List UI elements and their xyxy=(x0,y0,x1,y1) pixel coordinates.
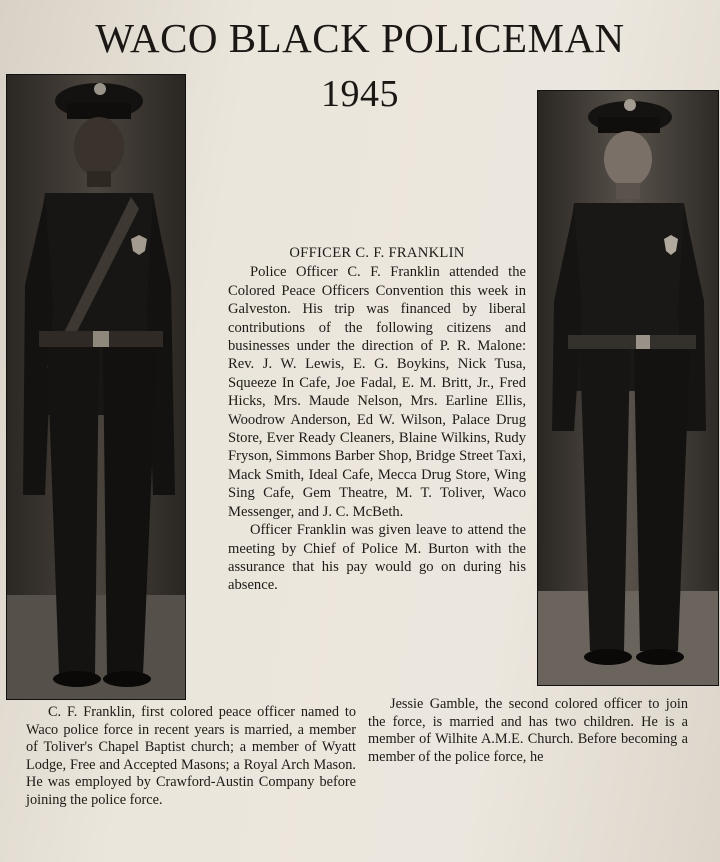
article-paragraph-1: Police Officer C. F. Franklin attended the Colored Peace Officers Convention this week in Galveston. His trip was financed by liberal contributions of the following citizens and businesses under the direction of P. R. Malone: Rev. J. W. Lewis, E. G. Boykins, Nick Tusa, Squeeze In Cafe, Joe Fadal, E. M. Britt, Jr., Fred Hicks, Mrs. Maude Nelson, Mrs. Earline Ellis, Woodrow Anderson, Ed W. Wilson, Palace Drug Store, Ever Ready Cleaners, Blaine Wilkins, Rudy Fryson, Simmons Barber Shop, Bridge Street Taxi, Mack Smith, Ideal Cafe, Mecca Drug Store, Wing Sing Cafe, Gem Theatre, M. T. Toliver, Waco Messenger, and J. C. McBeth. xyxy=(228,264,526,520)
article-headline: OFFICER C. F. FRANKLIN xyxy=(289,245,465,261)
photo-officer-gamble xyxy=(537,90,719,686)
article-officer-franklin xyxy=(228,244,526,595)
caption-gamble-text: Jessie Gamble, the second colored officer to join the force, is married and has two children. He is a member of Wilhite A.M.E. Church. Before becoming a member of the police force, he xyxy=(368,696,688,765)
officer-franklin-figure xyxy=(7,75,185,699)
caption-gamble xyxy=(368,696,688,766)
caption-franklin-text: C. F. Franklin, first colored peace officer named to Waco police force in recent years is married, a member of Toliver's Chapel Baptist church; a member of Wyatt Lodge, Free and Accepted Masons; a Royal Arch Mason. He was employed by Crawford-Austin Company before joining the police force. xyxy=(26,704,356,808)
caption-franklin xyxy=(26,704,356,810)
page-title: WACO BLACK POLICEMAN xyxy=(95,15,625,61)
page-year: 1945 xyxy=(321,73,399,115)
article-paragraph-2: Officer Franklin was given leave to attend the meeting by Chief of Police M. Burton with the assurance that his pay would go on during his absence. xyxy=(228,522,526,594)
photo-officer-franklin xyxy=(6,74,186,700)
officer-gamble-figure xyxy=(538,91,718,685)
